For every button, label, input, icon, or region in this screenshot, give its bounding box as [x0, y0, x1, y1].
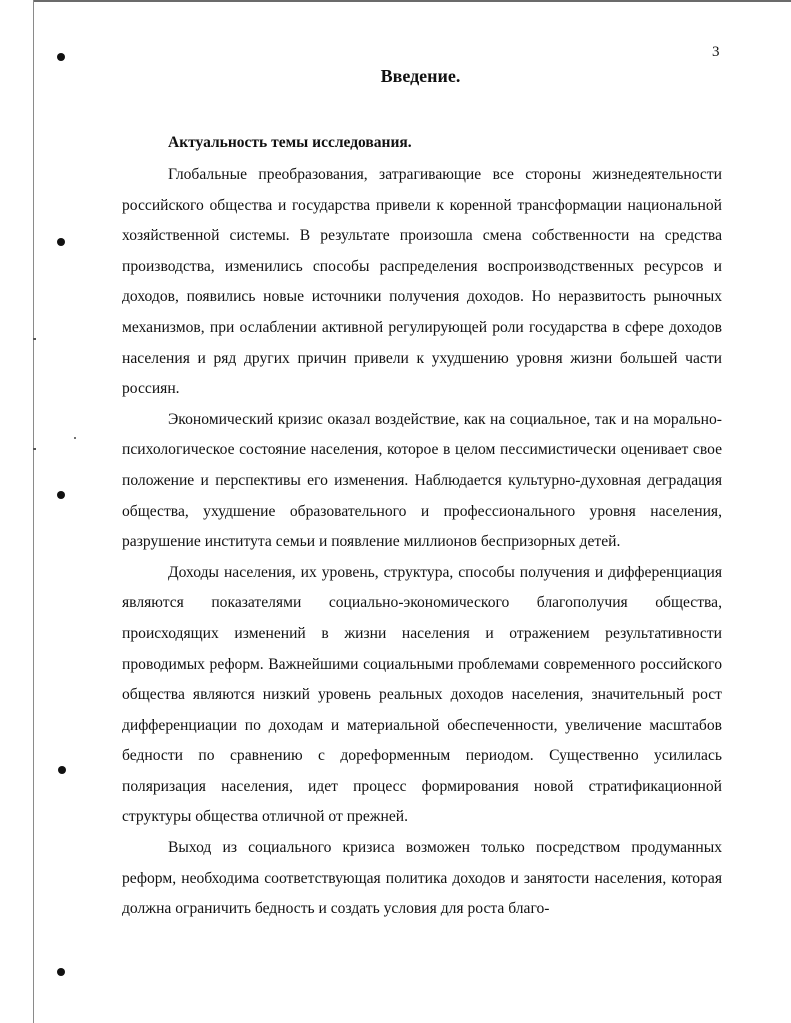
paragraph: Глобальные преобразования, затрагивающие все стороны жизнедеятельности российского общества и государства привели к коренной трансформации национальной хозяйственной системы. В результате произошла смена собственности на средства производства, изменились способы распределения воспроизводственных ресурсов и доходов, появились новые источники получения доходов. Но неразвитость рыночных механизмов, при ослаблении активной регулирующей роли государства в сфере доходов населения и ряд других причин привели к ухудшению уровня жизни большей части россиян. — [122, 166, 722, 398]
binder-hole-mark — [57, 968, 65, 976]
scan-border-mark — [33, 338, 36, 340]
scan-border-mark — [33, 448, 36, 450]
binder-hole-mark — [57, 238, 65, 246]
scan-speck — [74, 437, 76, 439]
binder-hole-mark — [57, 491, 65, 499]
paragraph: Выход из социального кризиса возможен только посредством продуманных реформ, необходима соответствующая политика доходов и занятости населения, которая должна ограничить бедность и создать условия для роста благо- — [122, 839, 722, 918]
page-number: 3 — [712, 44, 720, 60]
body-text — [122, 160, 722, 925]
section-heading: Актуальность темы исследования. — [168, 134, 412, 151]
paragraph: Экономический кризис оказал воздействие, как на социальное, так и на морально-психологическое состояние населения, которое в целом пессимистически оценивает свое положение и перспективы его изменения. Наблюдается культурно-духовная деградация общества, ухудшение образовательного и профессионального уровня населения, разрушение института семьи и появление миллионов беспризорных детей. — [122, 410, 722, 551]
page-title: Введение. — [380, 66, 461, 86]
binder-hole-mark — [58, 766, 66, 774]
paragraph: Доходы населения, их уровень, структура, способы получения и дифференциация являются показателями социально-экономического благополучия общества, происходящих изменений в жизни населения и отражением результативности проводимых реформ. Важнейшими социальными проблемами современного российского общества являются низкий уровень реальных доходов населения, значительный рост дифференциации по доходам и материальной обеспеченности, увеличение масштабов бедности по сравнению с дореформенным периодом. Существенно усилилась поляризация населения, идет процесс формирования новой стратификационной структуры общества отличной от прежней. — [122, 563, 722, 826]
binder-hole-mark — [57, 53, 65, 61]
scan-border-left — [33, 0, 34, 1023]
scan-border-top — [33, 0, 791, 2]
